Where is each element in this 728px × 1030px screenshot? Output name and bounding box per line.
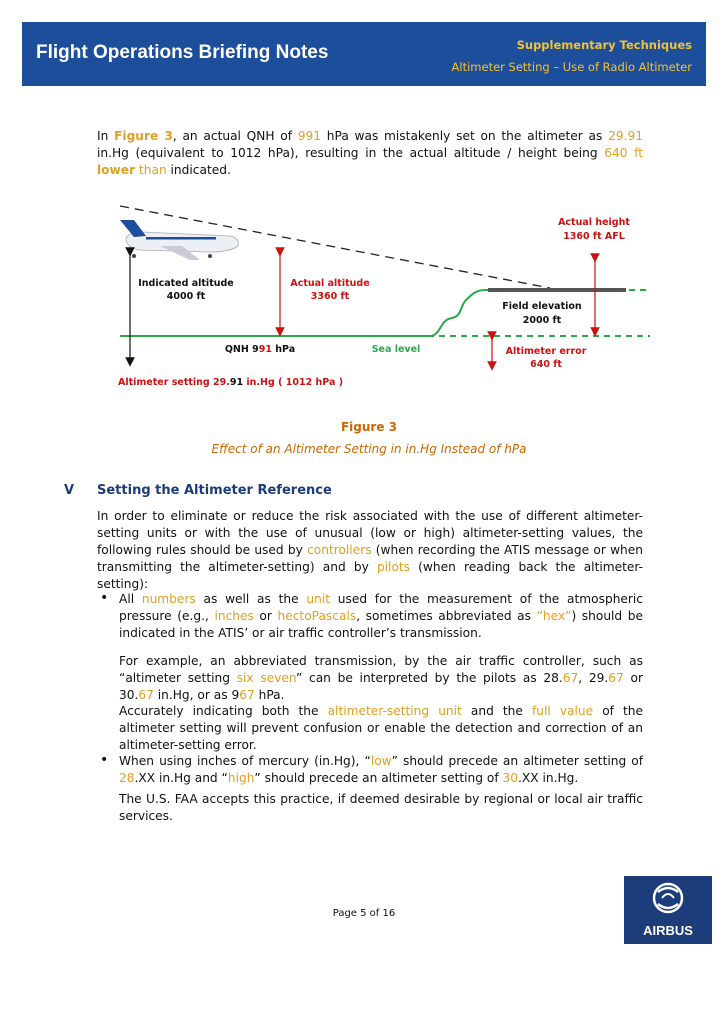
- bullet-numbers-units: [119, 591, 643, 642]
- body-text: .XX in.Hg.: [518, 771, 579, 785]
- header-subtitle-topic: Altimeter Setting – Use of Radio Altimeter: [451, 60, 692, 74]
- body-text: All: [119, 592, 142, 606]
- accurate-paragraph: [119, 703, 643, 754]
- airbus-logo: [624, 876, 712, 944]
- body-text: ” should precede an altimeter setting of: [391, 754, 644, 768]
- setting-unit-word: altimeter-setting unit: [327, 704, 462, 718]
- airbus-swirl-icon: [624, 876, 712, 920]
- high-word: high: [227, 771, 255, 785]
- body-text: (when reading back the altimeter-setting):: [97, 560, 644, 591]
- section-letter: V: [64, 483, 75, 498]
- bullet-low-high: [119, 753, 643, 787]
- pilots-word: pilots: [376, 560, 411, 574]
- numbers-word: numbers: [141, 592, 196, 606]
- digits: 67: [562, 671, 579, 685]
- hex-word: “hex”: [536, 609, 572, 623]
- full-value-word: full value: [531, 704, 594, 718]
- actual-altitude-label: Actual altitude: [290, 278, 370, 289]
- field-elevation-value: 2000 ft: [522, 315, 562, 326]
- altimeter-error-label: Altimeter error: [505, 346, 587, 357]
- figure-label: Figure 3: [340, 420, 398, 434]
- header-subtitle-section: Supplementary Techniques: [516, 38, 692, 52]
- low-word: low: [370, 754, 392, 768]
- body-text: as well as the: [195, 592, 307, 606]
- qnh-value: 991: [297, 129, 322, 143]
- figure-caption: Effect of an Altimeter Setting in in.Hg Instead of hPa: [211, 442, 527, 456]
- hectopascals-word: hectoPascals: [277, 609, 357, 623]
- lower-word: lower: [97, 163, 136, 177]
- setting-value: 29.91: [608, 129, 643, 143]
- intro-text: In: [97, 129, 115, 143]
- inches-word: inches: [214, 609, 254, 623]
- digits: 67: [138, 688, 154, 702]
- body-text: hPa.: [254, 688, 285, 702]
- page-number: Page 5 of 16: [332, 908, 396, 919]
- body-text: of the altimeter setting will prevent confusion or enable the detection and correction of an altimeter-setting error.: [119, 704, 644, 752]
- intro-text: , an actual QNH of: [172, 129, 298, 143]
- body-text: or 30.: [119, 671, 643, 702]
- diff-value: 640 ft: [604, 146, 643, 160]
- airplane-icon: [120, 220, 238, 260]
- intro-paragraph: [97, 128, 643, 179]
- intro-text: indicated.: [166, 163, 231, 177]
- altimeter-error-value: 640 ft: [530, 359, 562, 370]
- body-text: ) should be indicated in the ATIS’ or air traffic controller’s transmission.: [119, 609, 643, 640]
- bullet-icon: •: [100, 590, 109, 606]
- intro-text: hPa was mistakenly set on the altimeter as: [321, 129, 609, 143]
- body-text: (when recording the ATIS message or when transmitting the altimeter-setting) and by: [97, 543, 643, 574]
- digits: 67: [239, 688, 255, 702]
- figure-ref: Figure 3: [114, 129, 173, 143]
- body-text: In order to eliminate or reduce the risk associated with the use of different altimeter-setting units or with the use of unusual (low or high) altimeter-setting values, the following rules should be used by: [97, 509, 643, 557]
- qnh-label: QNH 991 hPa: [224, 344, 296, 355]
- bullet-icon: •: [100, 752, 109, 768]
- body-text: When using inches of mercury (in.Hg), “: [119, 754, 371, 768]
- body-text: , 29.: [578, 671, 609, 685]
- field-elevation-label: Field elevation: [502, 301, 582, 312]
- body-text: ” can be interpreted by the pilots as 28.: [295, 671, 563, 685]
- digits: 28: [119, 771, 135, 785]
- body-text: ” should precede an altimeter setting of: [254, 771, 503, 785]
- unit-word: unit: [306, 592, 330, 606]
- actual-height-value: 1360 ft AFL: [563, 231, 625, 242]
- digits: 30: [502, 771, 519, 785]
- body-text: or: [253, 609, 278, 623]
- six-seven-word: six seven: [236, 671, 296, 685]
- indicated-altitude-label: Indicated altitude: [138, 278, 234, 289]
- than-word: than: [138, 163, 167, 177]
- altimeter-setting-label: Altimeter setting 29.91 in.Hg ( 1012 hPa ): [118, 377, 344, 388]
- body-text: and the: [461, 704, 532, 718]
- body-text: , sometimes abbreviated as: [356, 609, 537, 623]
- body-text: in.Hg, or as 9: [153, 688, 240, 702]
- body-text: .XX in.Hg and “: [134, 771, 228, 785]
- logo-text: AIRBUS: [643, 923, 693, 938]
- body-text: used for the measurement of the atmospheric pressure (e.g.,: [119, 592, 644, 623]
- document-title: Flight Operations Briefing Notes: [36, 42, 329, 63]
- faa-paragraph: The U.S. FAA accepts this practice, if deemed desirable by regional or local air traffic services.: [119, 792, 643, 823]
- intro-text: in.Hg (equivalent to 1012 hPa), resulting in the actual altitude / height being: [97, 146, 605, 160]
- section-paragraph: [97, 508, 643, 593]
- controllers-word: controllers: [307, 543, 372, 557]
- header-banner: [22, 22, 706, 86]
- actual-altitude-value: 3360 ft: [310, 291, 350, 302]
- altimeter-diagram: [90, 190, 650, 400]
- digits: 67: [608, 671, 624, 685]
- body-text: For example, an abbreviated transmission, by the air traffic controller, such as “altimeter setting: [119, 654, 643, 685]
- example-paragraph: [119, 653, 643, 704]
- sea-level-label: Sea level: [371, 344, 421, 355]
- section-title: Setting the Altimeter Reference: [97, 483, 332, 498]
- body-text: Accurately indicating both the: [119, 704, 328, 718]
- actual-height-label: Actual height: [558, 217, 630, 228]
- indicated-altitude-value: 4000 ft: [166, 291, 206, 302]
